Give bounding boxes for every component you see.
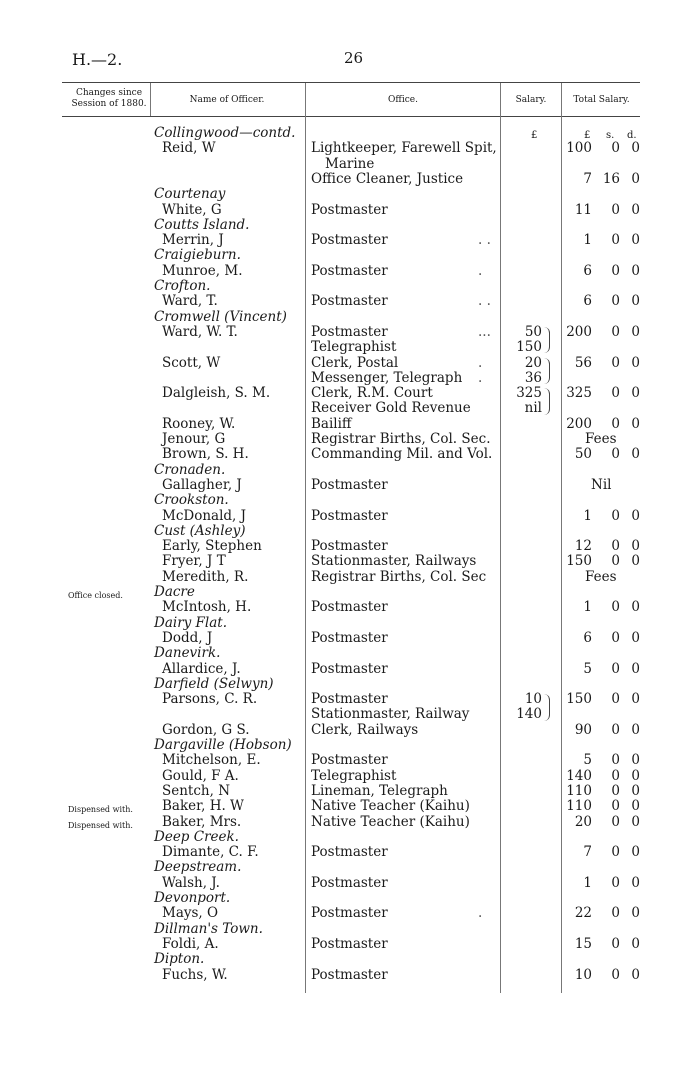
office-cell: Postmaster <box>311 752 388 769</box>
total-shillings: 0 <box>611 553 620 570</box>
total-shillings: 0 <box>611 660 620 677</box>
office-cell: Registrar Births, Col. Sec. <box>311 431 491 447</box>
place-heading: Deepstream. <box>154 859 242 876</box>
change-note: Dispensed with. <box>68 805 133 815</box>
officer-name: Ward, W. T. <box>162 323 238 340</box>
place-heading: Courtenay <box>154 186 226 203</box>
total-shillings: 0 <box>611 874 620 891</box>
table-row <box>0 784 700 799</box>
office-cell: Telegraphist <box>311 339 397 356</box>
total-pence: 0 <box>631 691 640 708</box>
officer-name: Rooney, W. <box>162 415 236 432</box>
table-row <box>0 509 700 524</box>
officer-name: Baker, H. W <box>162 798 244 815</box>
office-cell: Clerk, R.M. Court <box>311 385 433 402</box>
total-shillings: 0 <box>611 201 620 218</box>
office-cell: Receiver Gold Revenue <box>311 400 471 417</box>
table-row <box>0 279 700 294</box>
total-pounds: 325 <box>566 385 592 402</box>
table-row <box>0 401 700 416</box>
table-row <box>0 325 700 340</box>
column-header-total: Total Salary. <box>573 95 630 105</box>
table-row <box>0 830 700 845</box>
table-row <box>0 769 700 784</box>
place-heading: Dargaville (Hobson) <box>154 737 292 753</box>
shillings-unit: s. <box>606 130 615 141</box>
table-row <box>0 631 700 646</box>
table-row <box>0 692 700 707</box>
office-cell: Messenger, Telegraph <box>311 369 463 386</box>
place-heading: Crofton. <box>154 278 211 294</box>
salary-cell: 36 <box>524 369 542 386</box>
table-row <box>0 294 700 309</box>
column-header-salary: Salary. <box>515 95 547 105</box>
table-header-rule <box>62 116 640 117</box>
total-pence: 0 <box>631 140 640 157</box>
officer-name: Fryer, J T <box>162 553 226 570</box>
table-row <box>0 463 700 478</box>
total-pounds: 1 <box>583 232 592 249</box>
officer-name: Dalgleish, S. M. <box>162 385 271 402</box>
column-header-changes: Changes since Session of 1880. <box>71 88 147 109</box>
officer-name: Foldi, A. <box>162 935 219 952</box>
table-row <box>0 570 700 585</box>
brace-mark <box>543 388 550 415</box>
leader-dots: . . <box>478 232 491 249</box>
officer-name: Parsons, C. R. <box>162 691 258 708</box>
officer-name: Munroe, M. <box>162 262 243 279</box>
total-pence: 0 <box>631 354 640 371</box>
pounds-unit: £ <box>584 130 591 141</box>
office-cell: Office Cleaner, Justice <box>311 170 464 187</box>
office-cell: Registrar Births, Col. Sec <box>311 568 487 585</box>
officer-name: Scott, W <box>162 354 221 371</box>
officer-name: Gallagher, J <box>162 476 242 493</box>
total-pence: 0 <box>631 262 640 279</box>
table-row <box>0 447 700 462</box>
table-row <box>0 310 700 325</box>
table-row <box>0 845 700 860</box>
total-shillings: 0 <box>611 415 620 432</box>
place-heading: Cromwell (Vincent) <box>154 308 287 325</box>
total-pounds: 150 <box>566 553 592 570</box>
total-pence: 0 <box>631 660 640 677</box>
total-pounds: 100 <box>566 140 592 157</box>
salary-unit: £ <box>531 130 538 141</box>
place-heading: Collingwood—contd. <box>154 125 296 141</box>
table-row <box>0 432 700 447</box>
officer-name: Brown, S. H. <box>162 446 249 463</box>
total-note: Fees <box>585 431 617 447</box>
total-pence: 0 <box>631 798 640 815</box>
office-cell: Postmaster <box>311 660 388 677</box>
leader-dots: . <box>478 905 483 922</box>
office-cell: Postmaster <box>311 476 388 493</box>
total-pence: 0 <box>631 844 640 861</box>
total-pounds: 5 <box>583 660 592 677</box>
total-shillings: 0 <box>611 538 620 555</box>
salary-cell: 150 <box>516 339 542 356</box>
table-row <box>0 677 700 692</box>
office-cell: Postmaster <box>311 905 388 922</box>
office-cell: Postmaster <box>311 966 388 983</box>
office-cell: Telegraphist <box>311 767 397 784</box>
officer-name: Merrin, J <box>162 232 224 249</box>
total-pounds: 22 <box>574 905 592 922</box>
total-pence: 0 <box>631 782 640 799</box>
office-cell: Native Teacher (Kaihu) <box>311 813 470 830</box>
officer-name: Dimante, C. F. <box>162 844 259 861</box>
office-cell: Native Teacher (Kaihu) <box>311 798 470 815</box>
table-row <box>0 616 700 631</box>
place-heading: Cust (Ashley) <box>154 522 246 539</box>
officer-name: Fuchs, W. <box>162 966 228 983</box>
officer-name: Baker, Mrs. <box>162 813 242 830</box>
office-cell: Bailiff <box>311 415 352 432</box>
table-row <box>0 539 700 554</box>
total-pounds: 110 <box>566 798 592 815</box>
total-pounds: 110 <box>566 782 592 799</box>
salary-cell: 10 <box>524 691 542 708</box>
place-heading: Dacre <box>154 584 195 600</box>
table-row <box>0 141 700 156</box>
total-shillings: 0 <box>611 232 620 249</box>
office-cell: Postmaster <box>311 323 388 340</box>
table-row <box>0 417 700 432</box>
salary-cell: 325 <box>516 385 542 402</box>
leader-dots: . <box>478 354 483 371</box>
total-shillings: 0 <box>611 293 620 310</box>
total-pounds: 20 <box>574 813 592 830</box>
table-row <box>0 218 700 233</box>
table-row <box>0 340 700 355</box>
officer-name: Mitchelson, E. <box>162 752 261 769</box>
total-pence: 0 <box>631 323 640 340</box>
total-pence: 0 <box>631 170 640 187</box>
total-pence: 0 <box>631 966 640 983</box>
officer-name: Ward, T. <box>162 293 218 310</box>
office-cell: Postmaster <box>311 201 388 218</box>
leader-dots: . <box>478 262 483 279</box>
total-pence: 0 <box>631 721 640 738</box>
table-row <box>0 723 700 738</box>
office-cell: Postmaster <box>311 507 388 524</box>
page-code: H.—2. <box>72 50 123 69</box>
total-pence: 0 <box>631 935 640 952</box>
table-row <box>0 646 700 661</box>
salary-cell: 50 <box>524 323 542 340</box>
office-cell: Postmaster <box>311 935 388 952</box>
change-note: Office closed. <box>68 591 123 600</box>
total-shillings: 0 <box>611 140 620 157</box>
total-note: Nil <box>591 476 612 493</box>
change-note: Dispensed with. <box>68 820 133 830</box>
table-row <box>0 585 700 600</box>
brace-mark <box>543 358 550 385</box>
total-pence: 0 <box>631 599 640 616</box>
total-pounds: 150 <box>566 691 592 708</box>
table-row <box>0 952 700 967</box>
officer-name: Walsh, J. <box>162 874 220 891</box>
total-pence: 0 <box>631 293 640 310</box>
office-cell: Postmaster <box>311 599 388 616</box>
office-cell: Clerk, Postal <box>311 354 399 371</box>
total-pounds: 200 <box>566 323 592 340</box>
table-row <box>0 876 700 891</box>
total-shillings: 0 <box>611 262 620 279</box>
total-pounds: 6 <box>583 629 592 646</box>
table-row <box>0 172 700 187</box>
table-row <box>0 478 700 493</box>
table-top-rule <box>62 82 640 83</box>
total-pounds: 7 <box>583 170 592 187</box>
table-row <box>0 386 700 401</box>
total-shillings: 0 <box>611 323 620 340</box>
place-heading: Deep Creek. <box>154 828 239 845</box>
table-row <box>0 738 700 753</box>
brace-mark <box>543 327 550 354</box>
table-row <box>0 126 700 141</box>
total-shillings: 0 <box>611 354 620 371</box>
total-pence: 0 <box>631 446 640 463</box>
place-heading: Dairy Flat. <box>154 614 228 631</box>
total-pounds: 1 <box>583 599 592 616</box>
officer-name: Reid, W <box>162 140 216 157</box>
place-heading: Devonport. <box>154 890 231 906</box>
office-cell: Marine <box>325 155 375 172</box>
officer-name: McIntosh, H. <box>162 599 252 616</box>
total-pounds: 1 <box>583 874 592 891</box>
total-pounds: 56 <box>574 354 592 371</box>
total-shillings: 0 <box>611 767 620 784</box>
officer-name: Allardice, J. <box>162 660 241 677</box>
pence-unit: d. <box>627 130 637 141</box>
place-heading: Dipton. <box>154 951 205 968</box>
total-shillings: 0 <box>611 629 620 646</box>
office-cell: Clerk, Railways <box>311 721 419 738</box>
office-cell: Postmaster <box>311 844 388 861</box>
total-shillings: 0 <box>611 599 620 616</box>
total-pounds: 6 <box>583 262 592 279</box>
office-cell: Lightkeeper, Farewell Spit, <box>311 140 497 157</box>
table-row <box>0 815 700 830</box>
table-row <box>0 493 700 508</box>
table-row <box>0 662 700 677</box>
total-shillings: 0 <box>611 507 620 524</box>
table-row <box>0 922 700 937</box>
total-pence: 0 <box>631 629 640 646</box>
office-cell: Postmaster <box>311 629 388 646</box>
total-pence: 0 <box>631 385 640 402</box>
table-row <box>0 356 700 371</box>
total-shillings: 0 <box>611 721 620 738</box>
total-pence: 0 <box>631 767 640 784</box>
table-row <box>0 906 700 921</box>
column-header-office: Office. <box>388 95 418 105</box>
total-shillings: 16 <box>602 170 620 187</box>
total-shillings: 0 <box>611 966 620 983</box>
total-pounds: 5 <box>583 752 592 769</box>
office-cell: Postmaster <box>311 874 388 891</box>
total-shillings: 0 <box>611 905 620 922</box>
total-pence: 0 <box>631 232 640 249</box>
table-row <box>0 891 700 906</box>
table-row <box>0 203 700 218</box>
total-shillings: 0 <box>611 446 620 463</box>
leader-dots: ... <box>478 323 491 340</box>
place-heading: Dillman's Town. <box>154 920 263 937</box>
leader-dots: . . <box>478 293 491 310</box>
place-heading: Danevirk. <box>154 645 221 662</box>
table-row <box>0 157 700 172</box>
office-cell: Postmaster <box>311 293 388 310</box>
total-shillings: 0 <box>611 691 620 708</box>
total-pence: 0 <box>631 538 640 555</box>
officer-name: Dodd, J <box>162 629 213 646</box>
table-row <box>0 937 700 952</box>
office-cell: Stationmaster, Railways <box>311 553 477 570</box>
officer-name: Early, Stephen <box>162 538 262 555</box>
total-pounds: 6 <box>583 293 592 310</box>
table-row <box>0 524 700 539</box>
office-cell: Postmaster <box>311 262 388 279</box>
total-pence: 0 <box>631 874 640 891</box>
table-row <box>0 968 700 983</box>
table-row <box>0 187 700 202</box>
total-shillings: 0 <box>611 385 620 402</box>
officer-name: McDonald, J <box>162 507 247 524</box>
office-cell: Stationmaster, Railway <box>311 706 470 723</box>
column-divider <box>150 83 151 116</box>
total-pounds: 200 <box>566 415 592 432</box>
total-pence: 0 <box>631 752 640 769</box>
total-shillings: 0 <box>611 844 620 861</box>
table-row <box>0 233 700 248</box>
table-row <box>0 554 700 569</box>
total-pence: 0 <box>631 507 640 524</box>
officer-name: Gordon, G S. <box>162 721 250 738</box>
officer-name: Sentch, N <box>162 782 231 799</box>
total-pence: 0 <box>631 201 640 218</box>
total-pence: 0 <box>631 415 640 432</box>
total-pounds: 10 <box>574 966 592 983</box>
total-shillings: 0 <box>611 935 620 952</box>
table-row <box>0 264 700 279</box>
total-pounds: 1 <box>583 507 592 524</box>
place-heading: Darfield (Selwyn) <box>154 675 274 692</box>
leader-dots: . <box>478 369 483 386</box>
total-pence: 0 <box>631 905 640 922</box>
place-heading: Craigieburn. <box>154 247 241 264</box>
total-pounds: 15 <box>574 935 592 952</box>
page-number: 26 <box>344 49 364 67</box>
brace-mark <box>543 694 550 721</box>
place-heading: Cronaden. <box>154 461 226 478</box>
officer-name: Jenour, G <box>162 431 226 447</box>
table-row <box>0 371 700 386</box>
total-note: Fees <box>585 568 617 585</box>
office-cell: Lineman, Telegraph <box>311 782 448 799</box>
total-pounds: 11 <box>574 201 592 218</box>
officer-name: Gould, F A. <box>162 767 239 784</box>
table-row <box>0 753 700 768</box>
table-row <box>0 860 700 875</box>
total-pounds: 50 <box>574 446 592 463</box>
table-row <box>0 600 700 615</box>
office-cell: Postmaster <box>311 691 388 708</box>
officer-name: White, G <box>162 201 222 218</box>
table-row <box>0 799 700 814</box>
office-cell: Postmaster <box>311 232 388 249</box>
total-shillings: 0 <box>611 813 620 830</box>
total-pounds: 140 <box>566 767 592 784</box>
office-cell: Postmaster <box>311 538 388 555</box>
total-pounds: 90 <box>574 721 592 738</box>
table-row <box>0 707 700 722</box>
table-row <box>0 248 700 263</box>
salary-cell: 140 <box>516 706 542 723</box>
place-heading: Coutts Island. <box>154 216 250 233</box>
total-pence: 0 <box>631 813 640 830</box>
total-shillings: 0 <box>611 782 620 799</box>
total-pounds: 7 <box>583 844 592 861</box>
salary-cell: 20 <box>524 354 542 371</box>
officer-name: Mays, O <box>162 905 219 922</box>
total-pence: 0 <box>631 553 640 570</box>
total-shillings: 0 <box>611 752 620 769</box>
total-pounds: 12 <box>574 538 592 555</box>
total-shillings: 0 <box>611 798 620 815</box>
place-heading: Crookston. <box>154 492 229 509</box>
column-header-name: Name of Officer. <box>189 95 265 105</box>
office-cell: Commanding Mil. and Vol. <box>311 446 493 463</box>
salary-cell: nil <box>524 400 542 417</box>
officer-name: Meredith, R. <box>162 568 249 585</box>
